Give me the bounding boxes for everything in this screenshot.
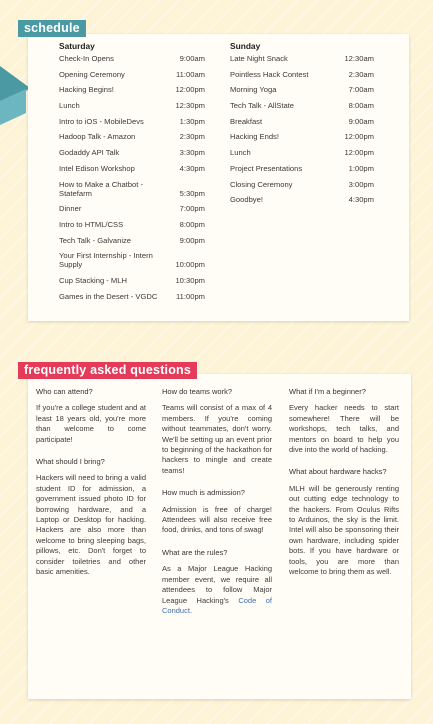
schedule-event: [230, 164, 374, 173]
sunday-column: [230, 41, 374, 211]
event-time: 3:30pm: [179, 148, 205, 158]
event-time: 8:00am: [348, 101, 374, 111]
faq-question: Who can attend?: [36, 387, 93, 396]
sunday-events: [230, 54, 374, 204]
schedule-event: [59, 54, 205, 63]
event-name: Tech Talk - Galvanize: [59, 235, 132, 245]
event-name: Hadoop Talk - Amazon: [59, 132, 136, 142]
event-name: Tech Talk - AllState: [230, 101, 295, 111]
day-title-sunday: Sunday: [230, 41, 261, 51]
faq-question: What are the rules?: [162, 547, 228, 557]
saturday-column: [59, 41, 205, 307]
event-name: Your First Internship - Intern Supply: [59, 251, 153, 270]
schedule-event: [230, 180, 374, 189]
schedule-event: [230, 101, 374, 110]
day-title-saturday: Saturday: [59, 41, 95, 51]
event-name: Project Presentations: [230, 163, 303, 173]
event-name: Hacking Ends!: [230, 132, 279, 142]
event-name: Intro to HTML/CSS: [59, 219, 124, 229]
faq-question: How do teams work?: [162, 387, 233, 396]
event-time: 4:30pm: [348, 195, 374, 205]
schedule-event: [230, 85, 374, 94]
schedule-event: [59, 251, 205, 269]
event-time: 12:00pm: [344, 148, 374, 158]
schedule-event: [230, 117, 374, 126]
schedule-event: [59, 85, 205, 94]
event-time: 9:00am: [179, 54, 205, 63]
schedule-event: [230, 132, 374, 141]
schedule-event: [230, 148, 374, 157]
event-name: Breakfast: [230, 116, 263, 126]
event-time: 12:30pm: [175, 101, 205, 111]
faq-answer-text: As a Major League Hacking member event, we require all attendees to follow Major League Hacking's: [162, 564, 272, 605]
schedule-event: [230, 195, 374, 204]
code-of-conduct-link[interactable]: Code of Conduct: [162, 595, 272, 615]
event-name: Check-In Opens: [59, 54, 114, 63]
event-name: Games in the Desert - VGDC: [59, 291, 158, 301]
event-time: 10:00pm: [175, 260, 205, 270]
event-name: Cup Stacking - MLH: [59, 275, 127, 285]
faq-question: What about hardware hacks?: [289, 467, 387, 477]
saturday-events: [59, 54, 205, 301]
schedule-event: [59, 70, 205, 79]
event-name: How to Make a Chatbot - Statefarm: [59, 179, 143, 198]
faq-answer: Admission is free of charge! Attendees will also receive free food, drinks, and tons of swag!: [162, 504, 272, 535]
faq-answer: Every hacker needs to start somewhere! There will be workshops, tech talks, and mentors on board to help you dive into the world of hacking.: [289, 403, 399, 455]
faq-answer: If you're a college student and at least 18 years old, you're more than welcome to come participate!: [36, 403, 146, 444]
event-time: 1:30pm: [179, 116, 205, 126]
schedule-event: [59, 236, 205, 245]
event-time: 9:00am: [348, 116, 374, 126]
faq-question: What if I'm a beginner?: [289, 387, 366, 396]
schedule-event: [59, 220, 205, 229]
faq-answer-end: .: [189, 605, 193, 615]
schedule-event: [59, 148, 205, 157]
event-name: Lunch: [59, 101, 80, 111]
event-time: 4:30pm: [179, 163, 205, 173]
faq-heading: frequently asked questions: [18, 362, 197, 379]
faq-card: [28, 374, 411, 699]
faq-question: How much is admission?: [162, 488, 245, 498]
event-name: Morning Yoga: [230, 85, 277, 95]
event-name: Dinner: [59, 204, 82, 214]
event-name: Lunch: [230, 148, 251, 158]
event-time: 11:00pm: [176, 291, 205, 301]
event-time: 5:30pm: [179, 188, 205, 198]
event-time: 11:00am: [176, 69, 205, 79]
faq-column-1: [36, 387, 146, 590]
event-name: Godaddy API Talk: [59, 148, 120, 158]
faq-column-2: [162, 387, 272, 628]
schedule-event: [59, 132, 205, 141]
event-time: 2:30am: [348, 69, 374, 79]
event-time: 7:00pm: [179, 204, 205, 214]
event-time: 9:00pm: [179, 235, 205, 245]
event-time: 12:00pm: [175, 85, 205, 95]
event-time: 10:30pm: [175, 275, 205, 285]
event-time: 8:00pm: [179, 219, 205, 229]
faq-answer: Teams will consist of a max of 4 members. If you're coming without teammates, don't worry. We'll be setting up an event prior to beginning of the hackathon for hackers to mingle and create teams!: [162, 403, 272, 475]
faq-column-3: [289, 387, 399, 590]
schedule-event: [59, 164, 205, 173]
event-time: 2:30pm: [179, 132, 205, 142]
schedule-event: [59, 117, 205, 126]
schedule-card: [28, 34, 409, 321]
event-name: Intel Edison Workshop: [59, 163, 135, 173]
schedule-event: [59, 180, 205, 198]
event-time: 3:00pm: [348, 179, 374, 189]
event-name: Hacking Begins!: [59, 85, 114, 95]
faq-answer: MLH will be generously renting out cutting edge technology to the hackers. From Oculus Rifts to Arduinos, the sky is the limit. Intel will also be sponsoring their own hardware, including spider bots. If you have hardware or tools, you are more than welcome to bring them as well.: [289, 483, 399, 577]
event-name: Late Night Snack: [230, 54, 288, 63]
event-name: Pointless Hack Contest: [230, 69, 309, 79]
schedule-heading: schedule: [18, 20, 86, 37]
schedule-event: [230, 70, 374, 79]
schedule-event: [59, 276, 205, 285]
schedule-event: [59, 204, 205, 213]
faq-answer: [162, 564, 272, 616]
event-time: 12:30am: [344, 54, 374, 63]
schedule-event: [59, 292, 205, 301]
schedule-event: [230, 54, 374, 63]
event-name: Opening Ceremony: [59, 69, 125, 79]
event-time: 7:00am: [348, 85, 374, 95]
event-name: Goodbye!: [230, 195, 263, 205]
event-name: Intro to iOS - MobileDevs: [59, 116, 144, 126]
faq-question: What should I bring?: [36, 457, 105, 467]
event-time: 1:00pm: [348, 163, 374, 173]
event-name: Closing Ceremony: [230, 179, 293, 189]
event-time: 12:00pm: [344, 132, 374, 142]
faq-answer: Hackers will need to bring a valid student ID for admission, a government issued photo ID for borrowing hardware, and a Laptop or Desktop for hacking. Hackers are also more than welcome to bring sleeping bags, pillows, etc. Don't forget to consider toiletries and other basic amenities.: [36, 473, 146, 577]
schedule-event: [59, 101, 205, 110]
